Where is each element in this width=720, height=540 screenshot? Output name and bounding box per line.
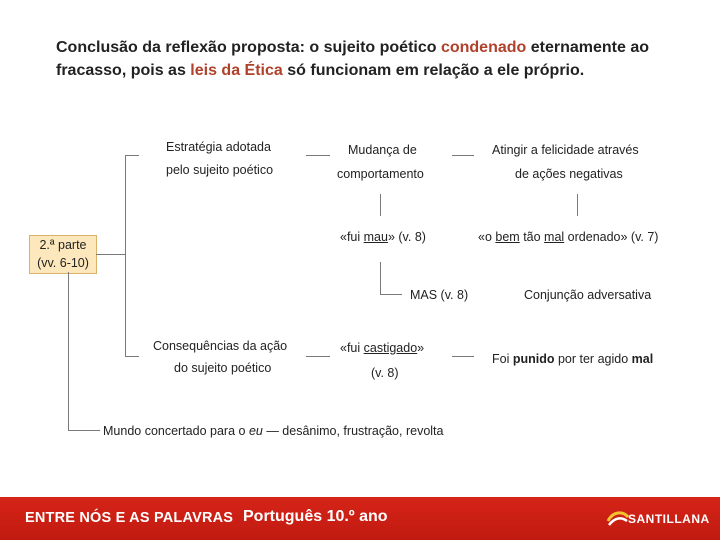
consequences-line1: Consequências da ação — [153, 339, 288, 353]
mas-label: MAS (v. 8) — [410, 288, 469, 302]
strategy-line2: pelo sujeito poético — [166, 163, 274, 177]
footer-bar — [0, 497, 720, 540]
goal-line1: Atingir a felicidade através — [492, 143, 639, 157]
line-world-vertical — [68, 272, 69, 431]
quote-bem-mal: «o bem tão mal ordenado» (v. 7) — [478, 230, 659, 244]
line-world-horizontal — [68, 430, 100, 431]
quote-castigado-verse: (v. 8) — [371, 366, 399, 380]
goal-line2: de ações negativas — [515, 167, 623, 181]
bracket-mas-vertical — [380, 262, 381, 295]
bracket-quote1-left — [380, 194, 381, 216]
change-line1: Mudança de — [348, 143, 417, 157]
quote-fui-mau: «fui mau» (v. 8) — [340, 230, 426, 244]
dash-quote3-punished — [452, 356, 474, 357]
bracket-join-part — [96, 254, 126, 255]
quote-fui-castigado: «fui castigado» — [340, 341, 425, 355]
slide-title: Conclusão da reflexão proposta: o sujeito poético condenado eternamente ao fracasso, pois as leis da Ética só funcionam em relação a ele próprio. — [56, 39, 650, 79]
footer-brand-title: ENTRE NÓS E AS PALAVRAS — [25, 510, 234, 526]
bracket-quote1-right — [577, 194, 578, 216]
strategy-line1: Estratégia adotada — [166, 140, 271, 154]
highlight-leis-etica: leis da Ética — [190, 62, 283, 79]
santillana-logo-icon — [606, 507, 630, 529]
bracket-mas-horizontal — [380, 294, 402, 295]
dash-strategy-change — [306, 155, 330, 156]
change-line2: comportamento — [337, 167, 424, 181]
dash-change-goal — [452, 155, 474, 156]
bracket-vertical-lower — [125, 254, 126, 357]
part-box: 2.ª parte (vv. 6-10) — [29, 235, 97, 274]
dash-consequences-quote3 — [306, 356, 330, 357]
bracket-vertical-upper — [125, 155, 126, 255]
consequences-line2: do sujeito poético — [174, 361, 272, 375]
bracket-tick-strategy — [125, 155, 139, 156]
world-text: Mundo concertado para o eu — desânimo, frustração, revolta — [103, 424, 444, 438]
conjunction-label: Conjunção adversativa — [524, 288, 652, 302]
bracket-tick-consequences — [125, 356, 139, 357]
highlight-condenado: condenado — [440, 39, 527, 56]
footer-course-label: Português 10.º ano — [243, 508, 388, 525]
footer-logo-text: SANTILLANA — [628, 512, 710, 526]
punished-text: Foi punido por ter agido mal — [492, 352, 654, 366]
